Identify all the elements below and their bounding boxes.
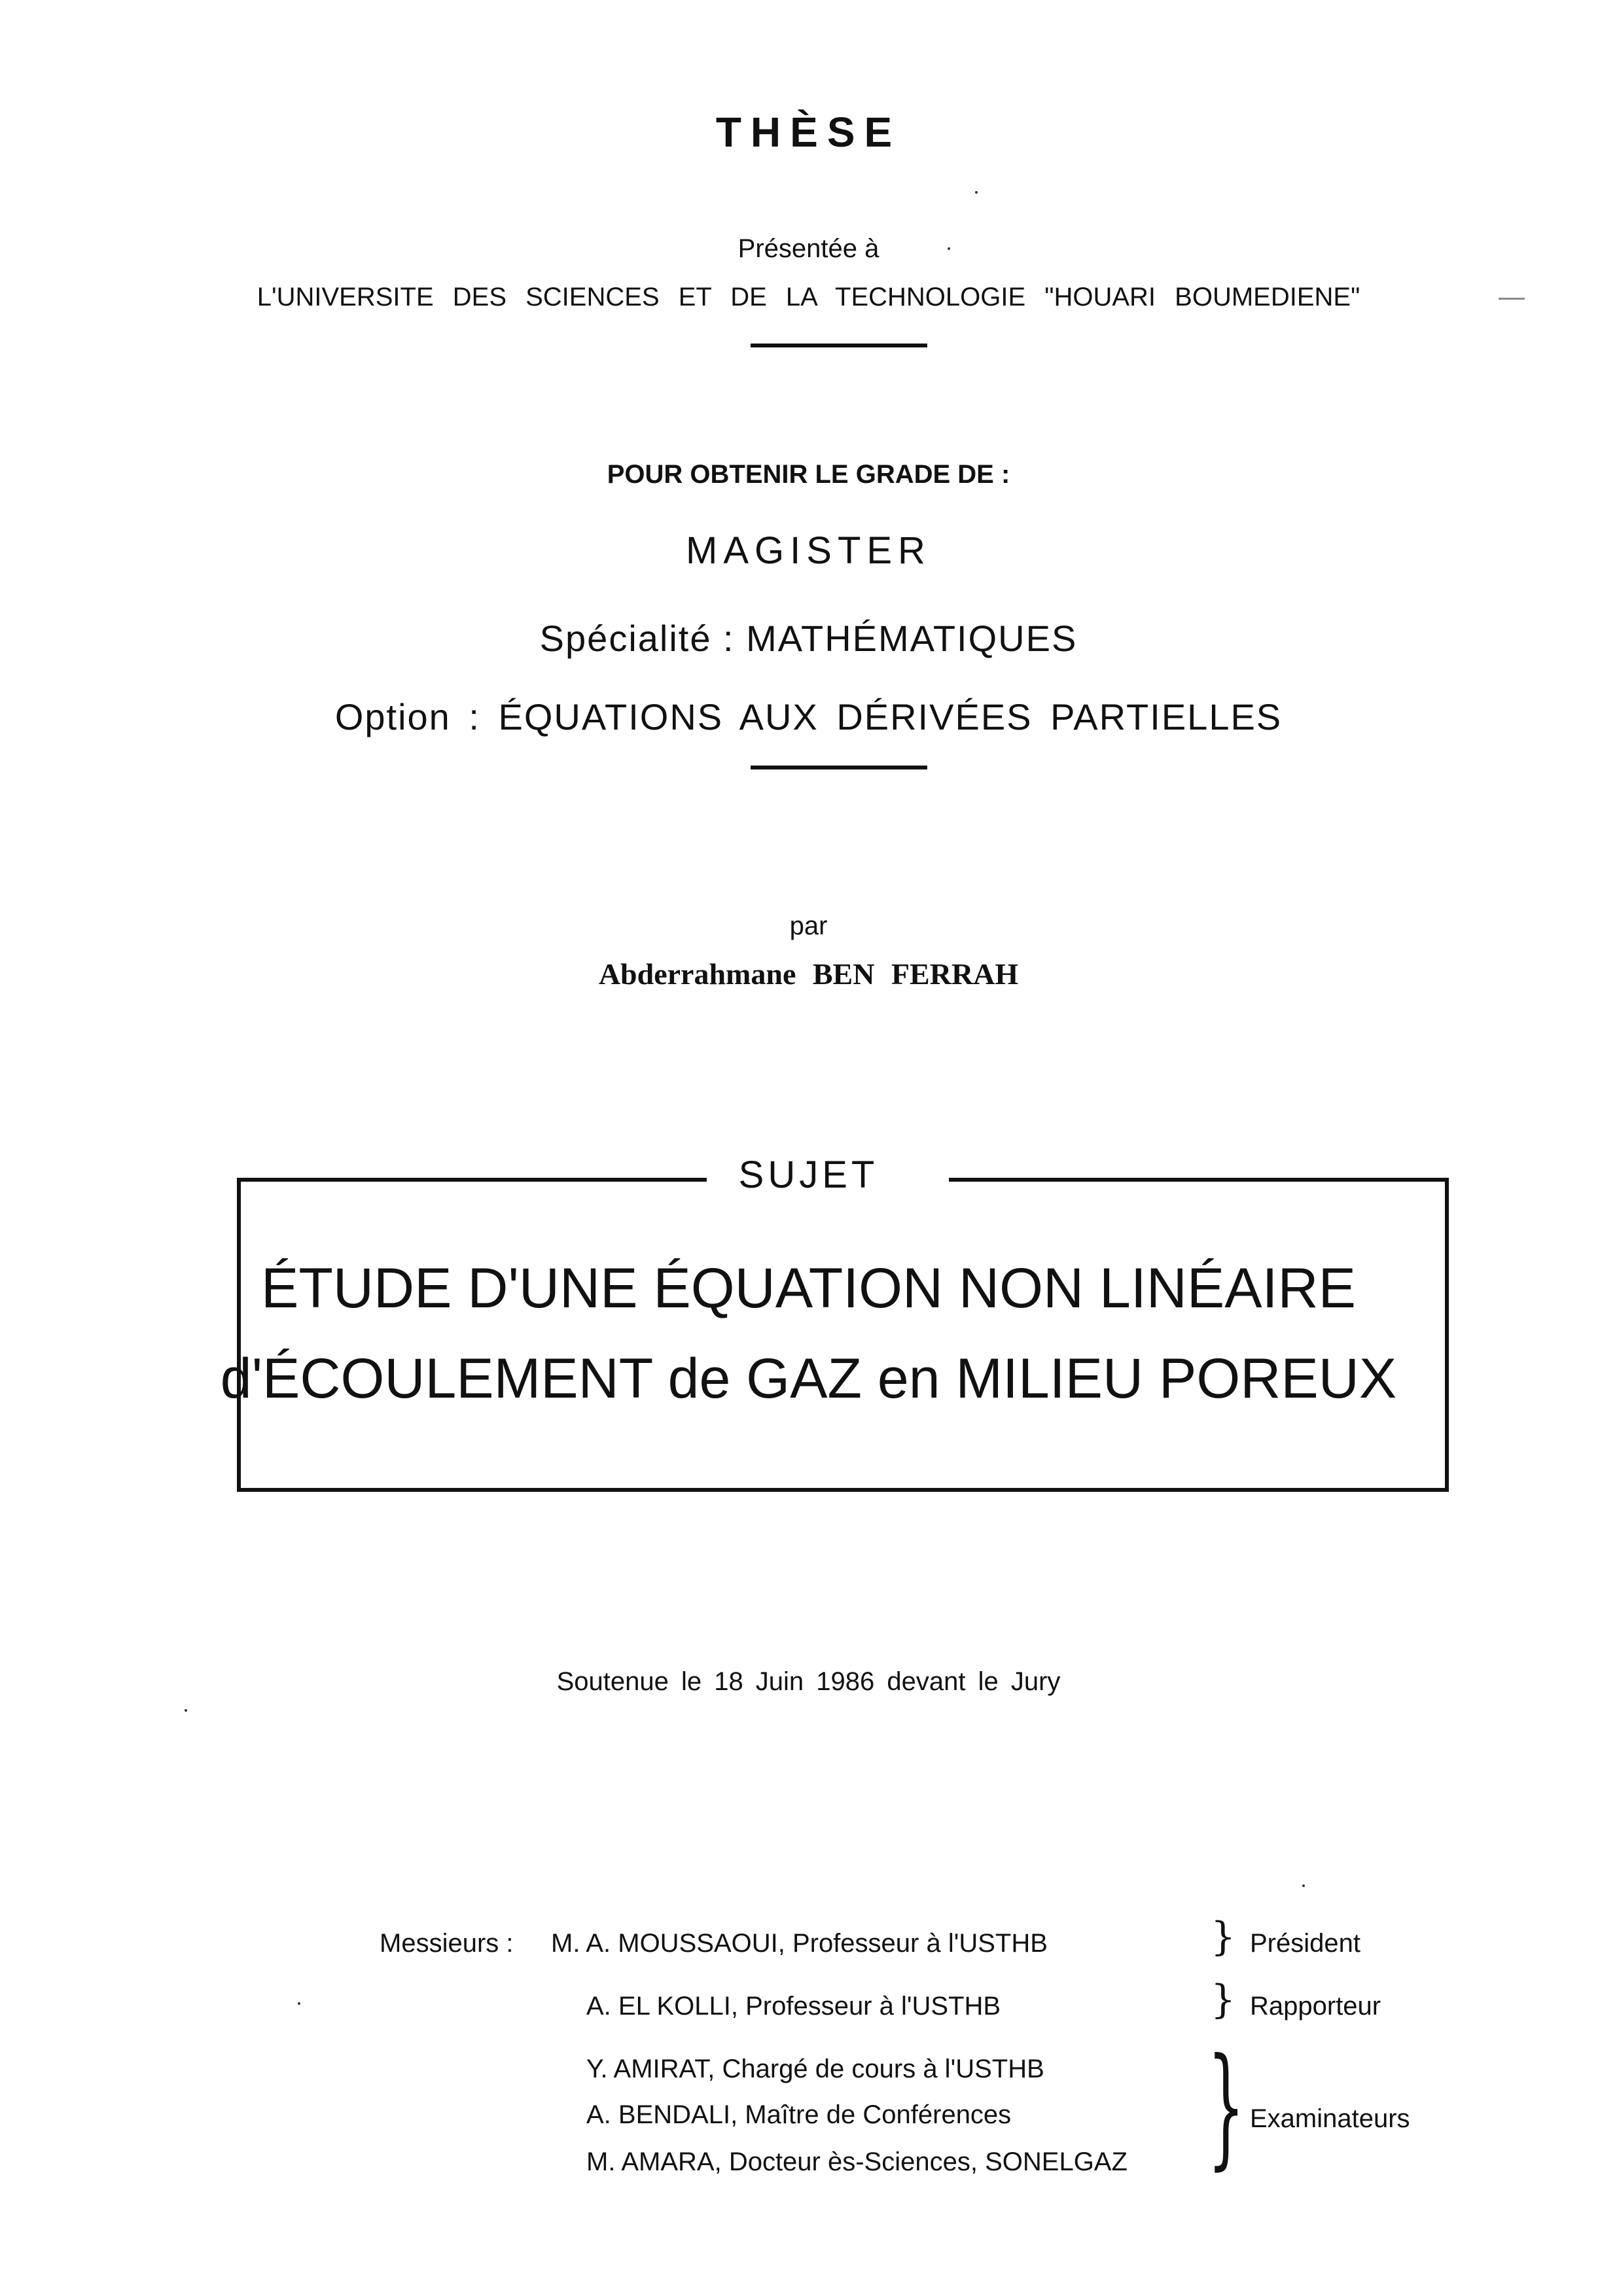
par-text: par (789, 911, 828, 940)
sujet-label: SUJET (738, 1154, 879, 1196)
jury-member: Y. AMIRAT, Chargé de cours à l'USTHB (586, 2055, 1044, 2083)
sujet-frame (237, 1178, 1449, 1492)
scan-speck (298, 2002, 300, 2005)
these-heading: THÈSE (715, 109, 902, 156)
scan-speck (975, 191, 978, 194)
jury-role: Rapporteur (1250, 1992, 1381, 2021)
specialite-line: Spécialité : MATHÉMATIQUES (539, 618, 1078, 659)
scan-speck (1302, 1884, 1305, 1887)
divider-rule (751, 766, 927, 769)
brace-icon: } (1207, 2030, 1245, 2183)
option-line: Option : ÉQUATIONS AUX DÉRIVÉES PARTIELLES (334, 696, 1283, 737)
university-name: L'UNIVERSITE DES SCIENCES ET DE LA TECHNOLOGIE "HOUARI BOUMEDIENE" (257, 283, 1360, 311)
scan-mark (1499, 298, 1525, 300)
brace-icon: } (1211, 1914, 1236, 1960)
jury-member: A. EL KOLLI, Professeur à l'USTHB (586, 1992, 1001, 2021)
grade-title: MAGISTER (686, 529, 931, 572)
jury-role-examinateurs: Examinateurs (1250, 2104, 1410, 2133)
jury-role: Président (1250, 1929, 1360, 1958)
divider-rule (751, 344, 927, 347)
brace-icon: } (1211, 1977, 1236, 2022)
jury-member: A. BENDALI, Maître de Conférences (586, 2100, 1012, 2129)
thesis-title-line1: ÉTUDE D'UNE ÉQUATION NON LINÉAIRE (261, 1257, 1356, 1320)
jury-member: M. AMARA, Docteur ès-Sciences, SONELGAZ (586, 2147, 1128, 2176)
jury-member: M. A. MOUSSAOUI, Professeur à l'USTHB (551, 1929, 1048, 1958)
grade-intro: POUR OBTENIR LE GRADE DE : (607, 460, 1010, 489)
scan-speck (948, 247, 950, 250)
defense-date: Soutenue le 18 Juin 1986 devant le Jury (556, 1667, 1061, 1696)
scan-speck (185, 1709, 187, 1712)
thesis-title-line2: d'ÉCOULEMENT de GAZ en MILIEU POREUX (220, 1347, 1397, 1410)
presentee-text: Présentée à (737, 234, 880, 263)
jury-messieurs-label: Messieurs : (380, 1929, 514, 1958)
author-name: Abderrahmane BEN FERRAH (598, 957, 1019, 991)
